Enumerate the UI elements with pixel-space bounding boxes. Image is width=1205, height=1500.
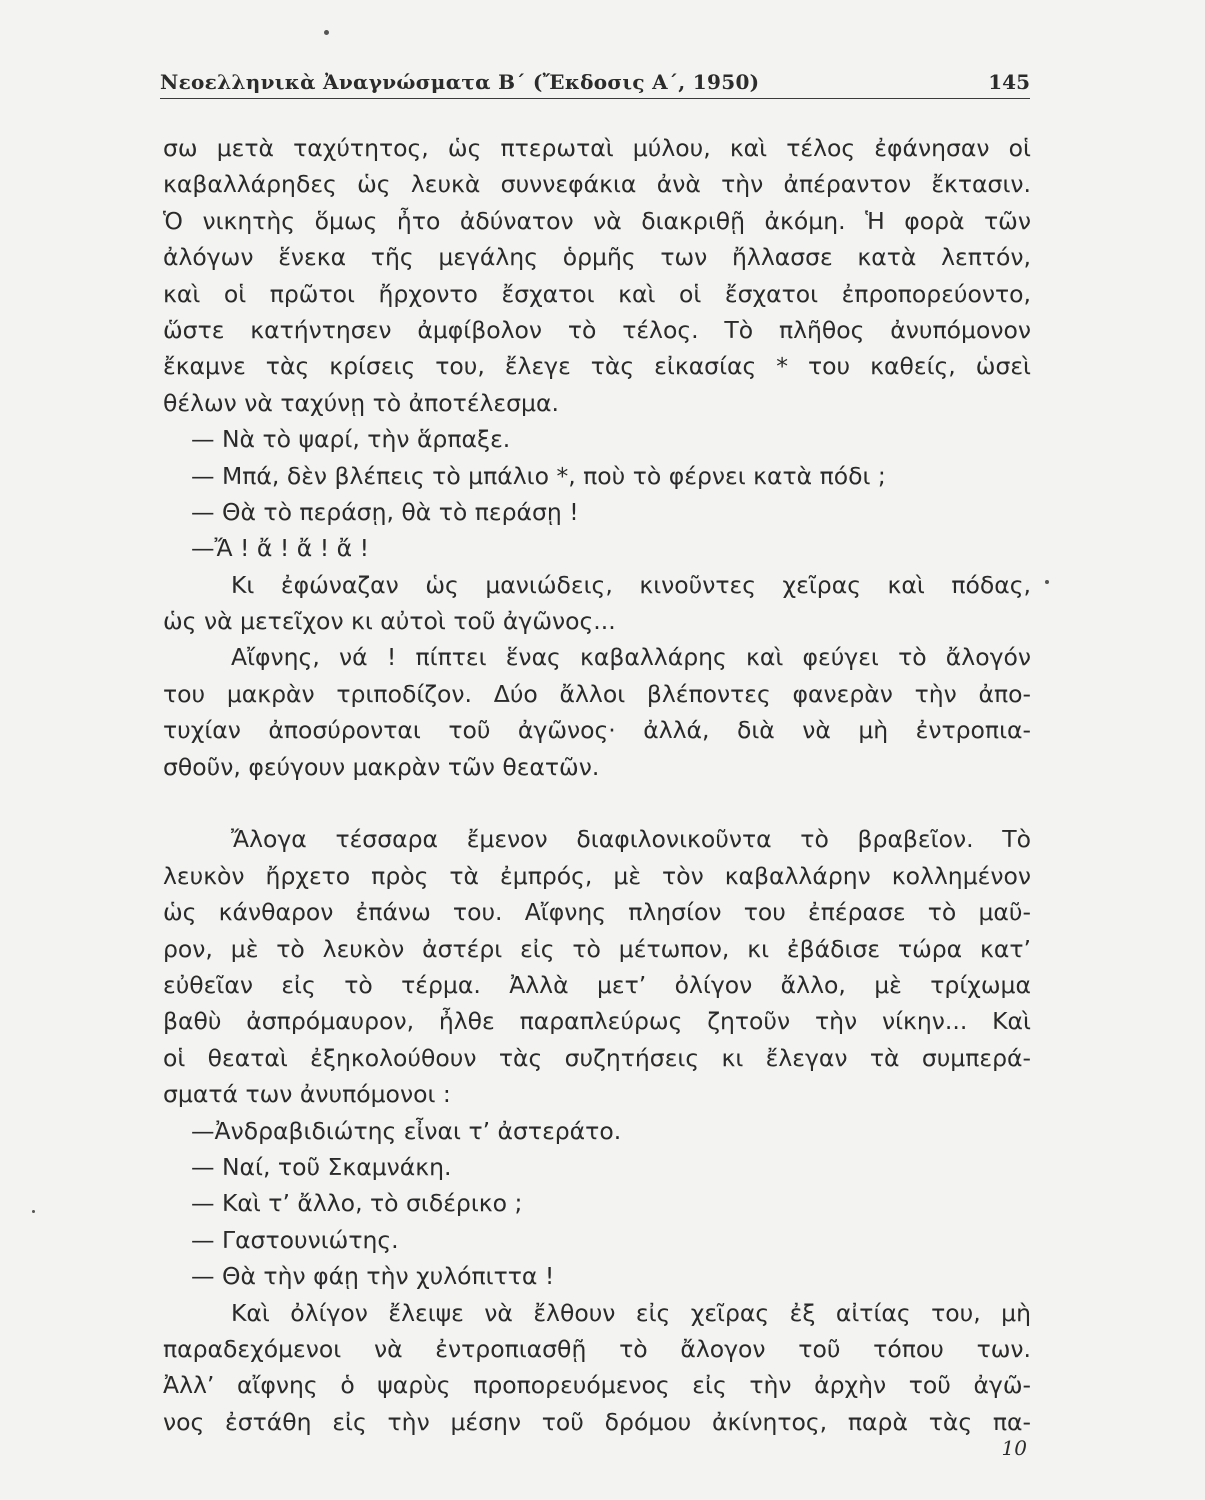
text-line: Καὶ ὀλίγον ἔλειψε νὰ ἔλθουν εἰς χεῖρας ἐξ αἰτίας του, μὴ xyxy=(231,1298,1031,1327)
text-line: τυχίαν ἀποσύρονται τοῦ ἀγῶνος· ἀλλά, διὰ νὰ μὴ ἐντροπια- xyxy=(163,716,1031,745)
text-line: θέλων νὰ ταχύνῃ τὸ ἀποτέλεσμα. xyxy=(163,388,559,417)
text-line: ἀλόγων ἕνεκα τῆς μεγάλης ὁρμῆς των ἤλλασσε κατὰ λεπτόν, xyxy=(163,243,1031,272)
text-line: καὶ οἱ πρῶτοι ἤρχοντο ἔσχατοι καὶ οἱ ἔσχατοι ἐπροπορεύοντο, xyxy=(163,279,1031,308)
text-line: Ἄλογα τέσσαρα ἔμενον διαφιλονικοῦντα τὸ βραβεῖον. Τὸ xyxy=(231,825,1031,854)
paper-speck xyxy=(32,1210,35,1213)
dialogue-line: —Ἄ ! ἄ ! ἄ ! ἄ ! xyxy=(191,534,370,563)
text-line: εὐθεῖαν εἰς τὸ τέρμα. Ἀλλὰ μετ’ ὀλίγον ἄλλο, μὲ τρίχωμα xyxy=(163,970,1031,999)
dialogue-line: — Μπά, δὲν βλέπεις τὸ μπάλιο *, ποὺ τὸ φέρνει κατὰ πόδι ; xyxy=(191,461,886,490)
dialogue-line: — Ναί, τοῦ Σκαμνάκη. xyxy=(191,1152,452,1181)
text-line: ρον, μὲ τὸ λευκὸν ἀστέρι εἰς τὸ μέτωπον, κι ἐβάδισε τώρα κατ’ xyxy=(163,934,1031,963)
text-line: σματά των ἀνυπόμονοι : xyxy=(163,1080,451,1109)
text-line: ἔκαμνε τὰς κρίσεις του, ἔλεγε τὰς εἰκασίας * του καθείς, ὡσεὶ xyxy=(163,352,1031,381)
paper-speck xyxy=(1045,580,1049,584)
signature-mark: 10 xyxy=(1001,1436,1027,1460)
text-line: ὡς κάνθαρον ἐπάνω του. Αἴφνης πλησίον του ἐπέρασε τὸ μαῦ- xyxy=(163,898,1031,927)
dialogue-line: — Θὰ τὸ περάσῃ, θὰ τὸ περάσῃ ! xyxy=(191,497,579,526)
section-break xyxy=(163,785,1031,821)
text-line: λευκὸν ἤρχετο πρὸς τὰ ἐμπρός, μὲ τὸν καβαλλάρην κολλημένον xyxy=(163,861,1031,890)
dialogue-line: — Νὰ τὸ ψαρί, τὴν ἅρπαξε. xyxy=(191,425,511,454)
body-text xyxy=(163,130,1031,1440)
text-line: νος ἐστάθη εἰς τὴν μέσην τοῦ δρόμου ἀκίνητος, παρὰ τὰς πα- xyxy=(163,1407,1031,1436)
text-line: Ἀλλ’ αἴφνης ὁ ψαρὺς προπορευόμενος εἰς τὴν ἀρχὴν τοῦ ἀγῶ- xyxy=(163,1371,1031,1400)
text-line: Ὁ νικητὴς ὅμως ἦτο ἀδύνατον νὰ διακριθῇ ἀκόμη. Ἡ φορὰ τῶν xyxy=(163,206,1031,235)
text-line: ὡς νὰ μετεῖχον κι αὐτοὶ τοῦ ἀγῶνος... xyxy=(163,607,616,636)
text-line: Κι ἐφώναζαν ὡς μανιώδεις, κινοῦντες χεῖρας καὶ πόδας, xyxy=(231,570,1031,599)
dialogue-line: —Ἀνδραβιδιώτης εἶναι τ’ ἀστεράτο. xyxy=(191,1116,622,1145)
running-header xyxy=(160,68,1030,99)
text-line: του μακρὰν τριποδίζον. Δύο ἄλλοι βλέποντες φανερὰν τὴν ἀπο- xyxy=(163,679,1031,708)
text-line: βαθὺ ἀσπρόμαυρον, ἦλθε παραπλεύρως ζητοῦν τὴν νίκην... Καὶ xyxy=(163,1007,1031,1036)
text-line: ὥστε κατήντησεν ἀμφίβολον τὸ τέλος. Τὸ πλῆθος ἀνυπόμονον xyxy=(163,315,1031,344)
text-line: καβαλλάρηδες ὡς λευκὰ συννεφάκια ἀνὰ τὴν ἀπέραντον ἔκτασιν. xyxy=(163,170,1031,199)
header-title: Νεοελληνικὰ Ἀναγνώσματα Β΄ (Ἔκδοσις Α΄, 1950) xyxy=(160,70,760,94)
dialogue-line: — Γαστουνιώτης. xyxy=(191,1225,399,1254)
dialogue-line: — Θὰ τὴν φάῃ τὴν χυλόπιττα ! xyxy=(191,1262,555,1291)
text-line: σθοῦν, φεύγουν μακρὰν τῶν θεατῶν. xyxy=(163,752,600,781)
text-line: σω μετὰ ταχύτητος, ὡς πτερωταὶ μύλου, καὶ τέλος ἐφάνησαν οἱ xyxy=(163,134,1031,162)
page-number: 145 xyxy=(988,70,1030,94)
text-line: Αἴφνης, νά ! πίπτει ἕνας καβαλλάρης καὶ φεύγει τὸ ἄλογόν xyxy=(231,643,1031,672)
text-line: οἱ θεαταὶ ἐξηκολούθουν τὰς συζητήσεις κι ἔλεγαν τὰ συμπερά- xyxy=(163,1043,1031,1072)
text-line: παραδεχόμενοι νὰ ἐντροπιασθῇ τὸ ἄλογον τοῦ τόπου των. xyxy=(163,1334,1031,1363)
paper-speck xyxy=(324,30,329,35)
dialogue-line: — Καὶ τ’ ἄλλο, τὸ σιδέρικο ; xyxy=(191,1189,523,1218)
